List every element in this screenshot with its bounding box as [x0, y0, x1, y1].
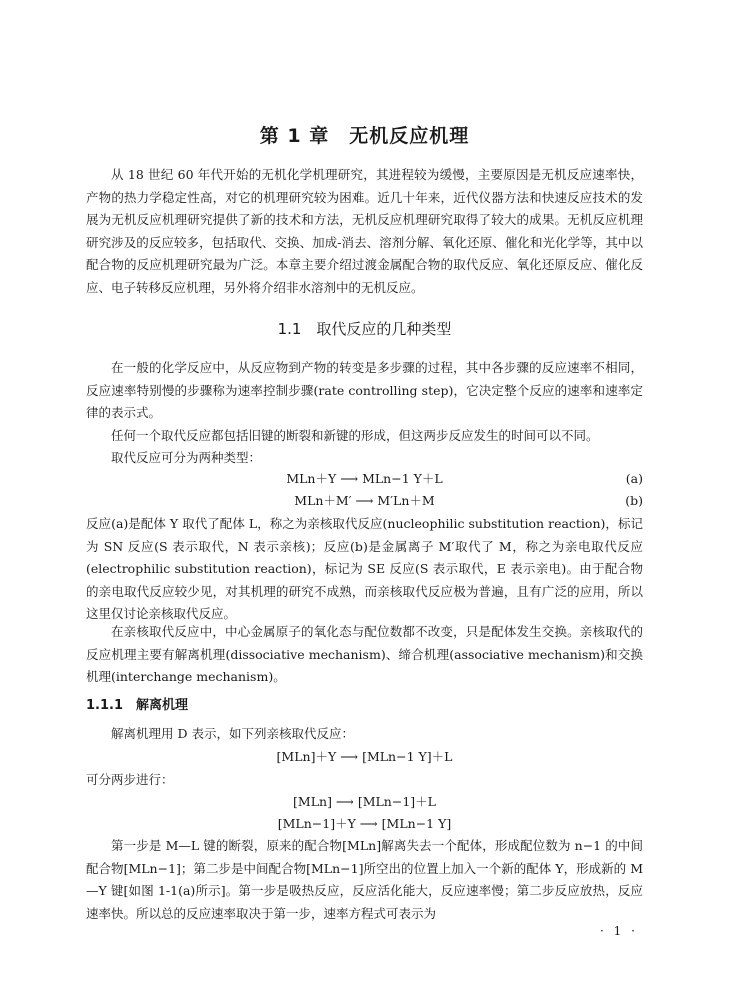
equation-step-2: [MLn−1]＋Y ⟶ [MLn−1 Y] [277, 816, 452, 831]
paragraph-substitution-types: 反应(a)是配体 Y 取代了配体 L，称之为亲核取代反应(nucleophilic substitution reaction)，标记为 SN 反应(S 表示取代，N 表示亲核)；反应(b)是金属离子 M′取代了 M，称之为亲电取代反应(electrophilic substitution reaction)，标记为 SE 反应(S 表示取代，E 表示亲电)。由于配合物的亲电取代反应较少见，对其机理的研究不成熟，而亲核取代反应极为普遍，且有广泛的应用，所以这里仅讨论亲核取代反应。 [86, 516, 643, 621]
paragraph-two-types: 取代反应可分为两种类型： [111, 450, 262, 465]
paragraph-mechanisms: 在亲核取代反应中，中心金属原子的氧化态与配位数都不改变，只是配体发生交换。亲核取代的反应机理主要有解离机理(dissociative mechanism)、缔合机理(associative mechanism)和交换机理(interchange mechanism)。 [86, 624, 643, 684]
paragraph-bond-breaking: 任何一个取代反应都包括旧键的断裂和新键的形成，但这两步反应发生的时间可以不同。 [111, 428, 599, 443]
equation-step-1: [MLn] ⟶ [MLn−1]＋L [293, 794, 436, 809]
equation-b-label: (b) [625, 493, 643, 508]
chapter-title: 第 1 章 无机反应机理 [259, 125, 470, 147]
section-title: 1.1 取代反应的几种类型 [277, 320, 452, 338]
page-number: · 1 · [600, 924, 638, 938]
equation-overall: [MLn]＋Y ⟶ [MLn−1 Y]＋L [276, 749, 453, 764]
paragraph-dissociative-intro: 解离机理用 D 表示，如下列亲核取代反应： [111, 726, 354, 741]
intro-paragraph: 从 18 世纪 60 年代开始的无机化学机理研究，其进程较为缓慢，主要原因是无机反应速率快，产物的热力学稳定性高，对它的机理研究较为困难。近几十年来，近代仪器方法和快速反应技术的发展为无机反应机理研究提供了新的技术和方法，无机反应机理研究取得了较大的成果。无机反应机理研究涉及的反应较多，包括取代、交换、加成-消去、溶剂分解、氧化还原、催化和光化学等，其中以配合物的反应机理研究最为广泛。本章主要介绍过渡金属配合物的取代反应、氧化还原反应、催化反应、电子转移反应机理，另外将介绍非水溶剂中的无机反应。 [86, 167, 643, 295]
paragraph-rate-controlling-step: 在一般的化学反应中，从反应物到产物的转变是多步骤的过程，其中各步骤的反应速率不相同，反应速率特别慢的步骤称为速率控制步骤(rate controlling step)，它决定整个反应的速率和速率定律的表示式。 [86, 360, 643, 420]
paragraph-first-step: 第一步是 M—L 键的断裂，原来的配合物[MLn]解离失去一个配体，形成配位数为 n−1 的中间配合物[MLn−1]；第二步是中间配合物[MLn−1]所空出的位置上加入一个新的配体 Y，形成新的 M—Y 键[如图 1-1(a)所示]。第一步是吸热反应，反应活化能大，反应速率慢；第二步反应放热，反应速率快。所以总的反应速率取决于第一步，速率方程式可表示为 [86, 838, 643, 921]
equation-a-label: (a) [625, 471, 643, 486]
subsection-title: 1.1.1 解离机理 [86, 698, 189, 713]
paragraph-two-steps: 可分两步进行： [86, 772, 174, 787]
equation-a: MLn＋Y ⟶ MLn−1 Y＋L [286, 471, 443, 486]
equation-b: MLn＋M′ ⟶ M′Ln＋M [294, 493, 435, 508]
